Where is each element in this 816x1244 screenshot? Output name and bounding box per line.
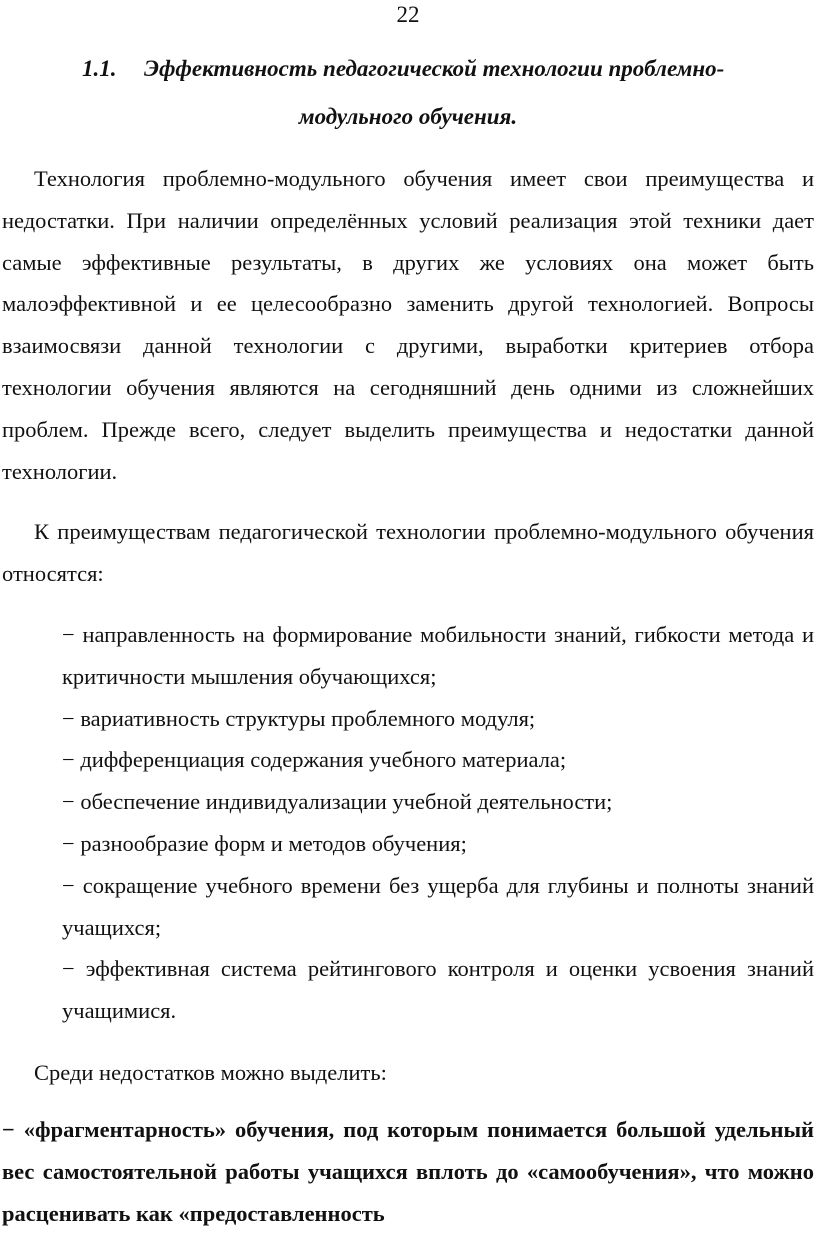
list-item: − обеспечение индивидуализации учебной деятельности; (62, 789, 613, 815)
section-number: 1.1. (82, 56, 117, 81)
section-title-part1: Эффективность педагогической технологии проблемно- (144, 56, 725, 81)
list-item: − разнообразие форм и методов обучения; (62, 830, 467, 856)
disadvantage-paragraph: − «фрагментарность» обучения, под которым понимается большой удельный вес самостоятельной работы учащихся вплоть до «самообучения», что можно расценивать как «предоставленность (2, 1117, 814, 1226)
list-item: − эффективная система рейтингового контроля и оценки усвоения знаний учащимися. (62, 956, 814, 1024)
section-title-part2: модульного обучения. (298, 104, 518, 129)
list-item: − направленность на формирование мобильности знаний, гибкости метода и критичности мышления обучающихся; (62, 622, 814, 689)
disadvantages-intro-paragraph: Среди недостатков можно выделить: (34, 1060, 387, 1085)
advantages-intro-paragraph: К преимуществам педагогической технологии проблемно-модульного обучения относятся: (2, 519, 814, 586)
advantages-list (62, 614, 814, 1032)
intro-paragraph: Технология проблемно-модульного обучения имеет свои преимущества и недостатки. При наличии определённых условий реализация этой техники дает самые эффективные результаты, в других же условиях она может быть малоэффективной и ее целесообразно заменить другой технологией. Вопросы взаимосвязи данной технологии с другими, выработки критериев отбора технологии обучения являются на сегодняшний день одними из сложнейших проблем. Прежде всего, следует выделить преимущества и недостатки данной технологии. (2, 166, 814, 484)
list-item: − вариативность структуры проблемного модуля; (62, 705, 536, 731)
list-item: − дифференциация содержания учебного материала; (62, 747, 567, 773)
section-heading-line1 (82, 56, 724, 82)
list-item: − сокращение учебного времени без ущерба для глубины и полноты знаний учащихся; (62, 872, 814, 940)
page-number: 22 (396, 2, 420, 27)
